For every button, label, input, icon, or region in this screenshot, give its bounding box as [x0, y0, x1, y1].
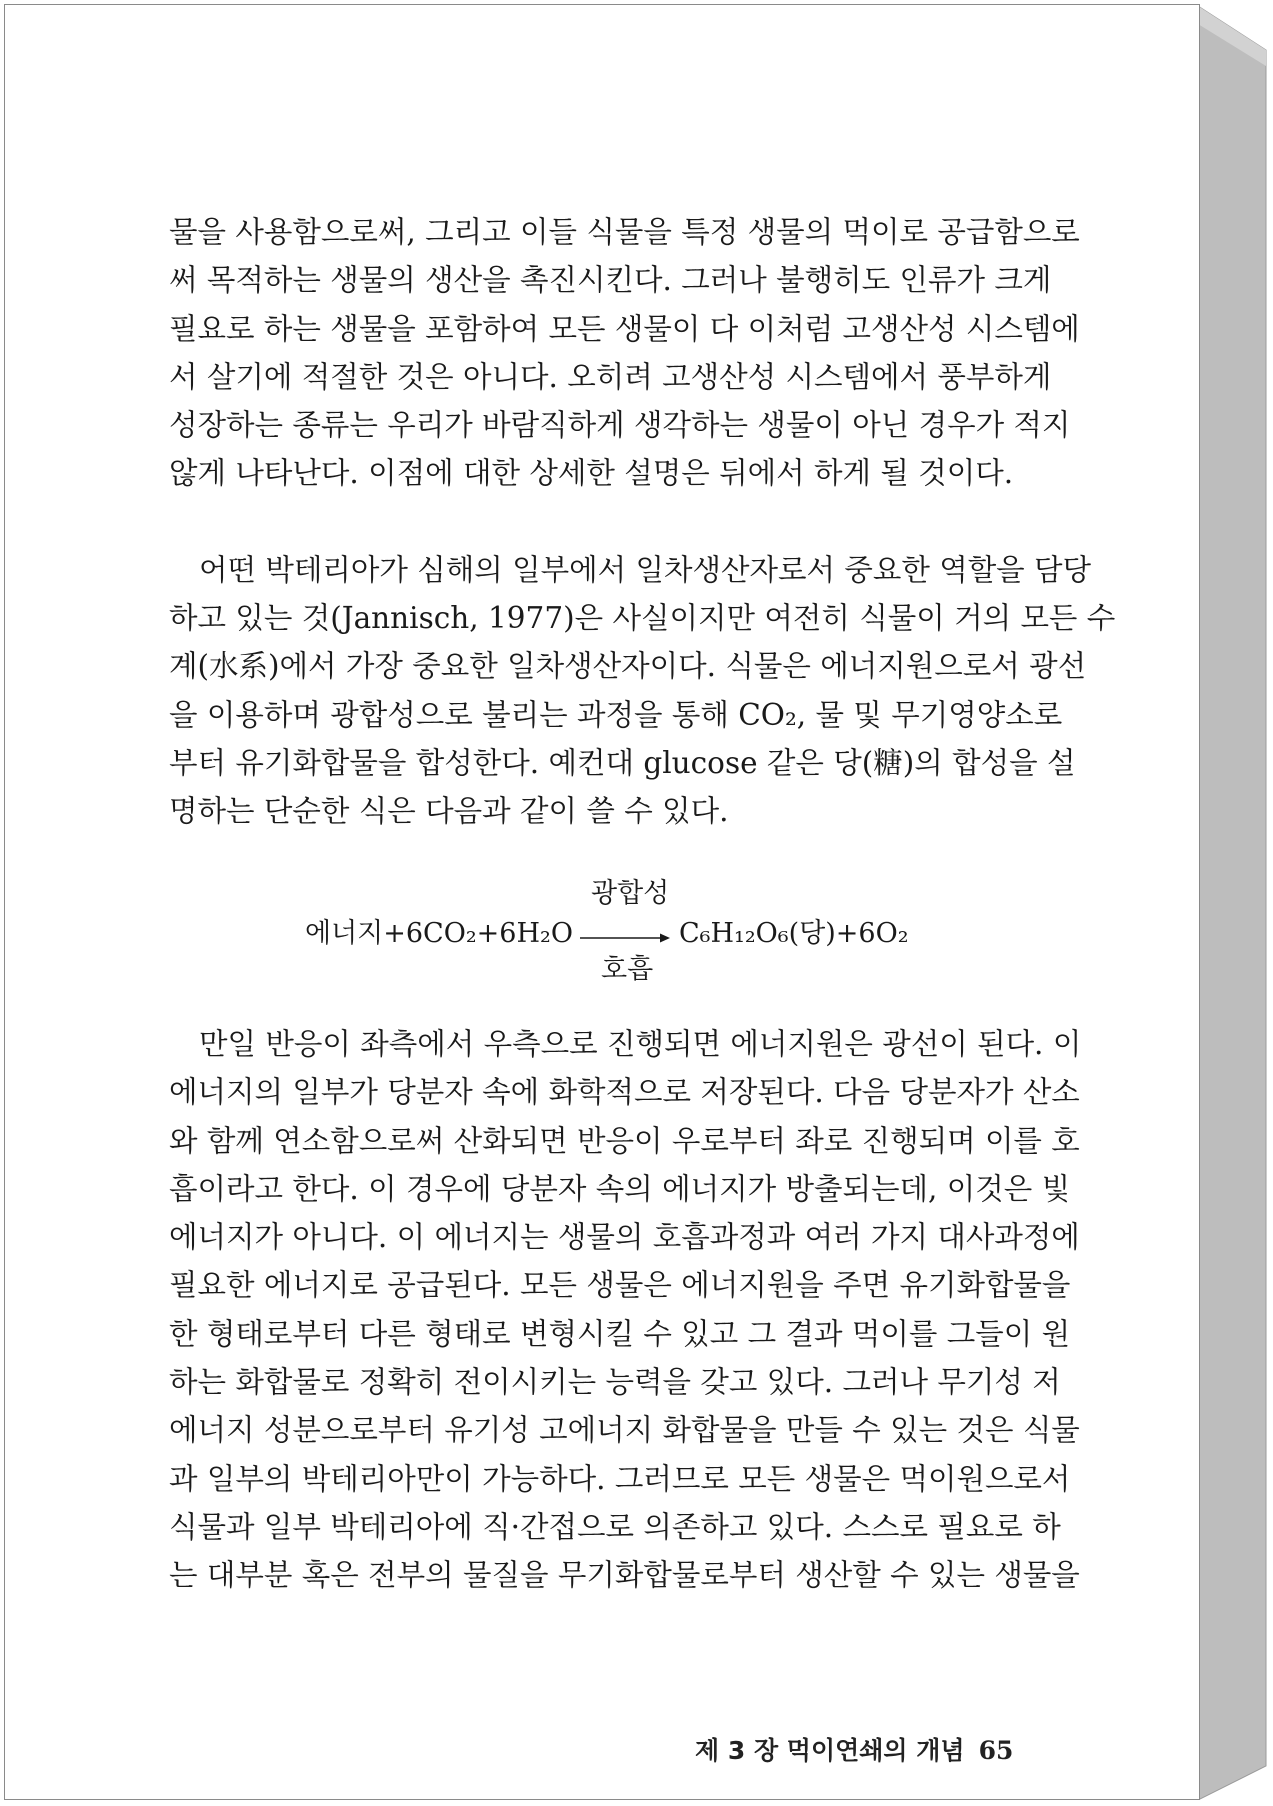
paragraph-3	[169, 1020, 1082, 1600]
text-line: 하고 있는 것(Jannisch, 1977)은 사실이지만 여전히 식물이 거의 모든 수	[169, 601, 1116, 636]
text-line: 에너지가 아니다. 이 에너지는 생물의 호흡과정과 여러 가지 대사과정에	[169, 1220, 1080, 1255]
body-text-2	[169, 1020, 1082, 1600]
text-line: 계(水系)에서 가장 중요한 일차생산자이다. 식물은 에너지원으로서 광선	[169, 649, 1087, 684]
text-line: 을 이용하며 광합성으로 불리는 과정을 통해 CO₂, 물 및 무기영양소로	[169, 697, 1063, 732]
text-line: 부터 유기화합물을 합성한다. 예컨대 glucose 같은 당(糖)의 합성을 설	[169, 745, 1076, 780]
photosynthesis-equation	[5, 873, 1201, 993]
text-line: 와 함께 연소함으로써 산화되면 반응이 우로부터 좌로 진행되며 이를 호	[169, 1123, 1080, 1158]
text-line: 않게 나타난다. 이점에 대한 상세한 설명은 뒤에서 하게 될 것이다.	[169, 456, 1014, 491]
paragraph-1	[169, 208, 1080, 498]
text-line: 써 목적하는 생물의 생산을 촉진시킨다. 그러나 불행히도 인류가 크게	[169, 263, 1052, 298]
text-line: 에너지 성분으로부터 유기성 고에너지 화합물을 만들 수 있는 것은 식물	[169, 1413, 1080, 1448]
reaction-arrow-icon	[580, 931, 670, 945]
chapter-title: 제 3 장 먹이연쇄의 개념	[695, 1736, 965, 1765]
book-page	[4, 4, 1200, 1800]
text-line: 만일 반응이 좌측에서 우측으로 진행되면 에너지원은 광선이 된다. 이	[199, 1027, 1082, 1061]
equation-over-arrow-label: 광합성	[591, 878, 670, 909]
text-line: 물을 사용함으로써, 그리고 이들 식물을 특정 생물의 먹이로 공급함으로	[169, 215, 1080, 249]
book-side-edge	[1198, 6, 1268, 1800]
text-line: 흡이라고 한다. 이 경우에 당분자 속의 에너지가 방출되는데, 이것은 빛	[169, 1171, 1071, 1206]
equation-under-arrow-label: 호흡	[601, 954, 654, 985]
text-line: 명하는 단순한 식은 다음과 같이 쓸 수 있다.	[169, 794, 729, 829]
equation-reactants: 에너지+6CO₂+6H₂O	[305, 918, 573, 949]
text-line: 에너지의 일부가 당분자 속에 화학적으로 저장된다. 다음 당분자가 산소	[169, 1075, 1080, 1110]
text-line: 성장하는 종류는 우리가 바람직하게 생각하는 생물이 아닌 경우가 적지	[169, 408, 1071, 443]
equation-products: C₆H₁₂O₆(당)+6O₂	[679, 918, 909, 949]
text-line: 하는 화합물로 정확히 전이시키는 능력을 갖고 있다. 그러나 무기성 저	[169, 1365, 1061, 1400]
page-number: 65	[978, 1736, 1014, 1765]
paragraph-2	[169, 546, 1116, 836]
body-text	[169, 208, 1116, 836]
text-line: 서 살기에 적절한 것은 아니다. 오히려 고생산성 시스템에서 풍부하게	[169, 359, 1052, 394]
text-line: 과 일부의 박테리아만이 가능하다. 그러므로 모든 생물은 먹이원으로서	[169, 1461, 1071, 1496]
text-line: 필요한 에너지로 공급된다. 모든 생물은 에너지원을 주면 유기화합물을	[169, 1268, 1071, 1303]
page-footer	[695, 1731, 1013, 1767]
text-line: 한 형태로부터 다른 형태로 변형시킬 수 있고 그 결과 먹이를 그들이 원	[169, 1316, 1071, 1351]
text-line: 는 대부분 혹은 전부의 물질을 무기화합물로부터 생산할 수 있는 생물을	[169, 1558, 1080, 1593]
text-line: 식물과 일부 박테리아에 직·간접으로 의존하고 있다. 스스로 필요로 하	[169, 1509, 1061, 1544]
text-line: 필요로 하는 생물을 포함하여 모든 생물이 다 이처럼 고생산성 시스템에	[169, 311, 1080, 346]
text-line: 어떤 박테리아가 심해의 일부에서 일차생산자로서 중요한 역할을 담당	[199, 552, 1092, 587]
